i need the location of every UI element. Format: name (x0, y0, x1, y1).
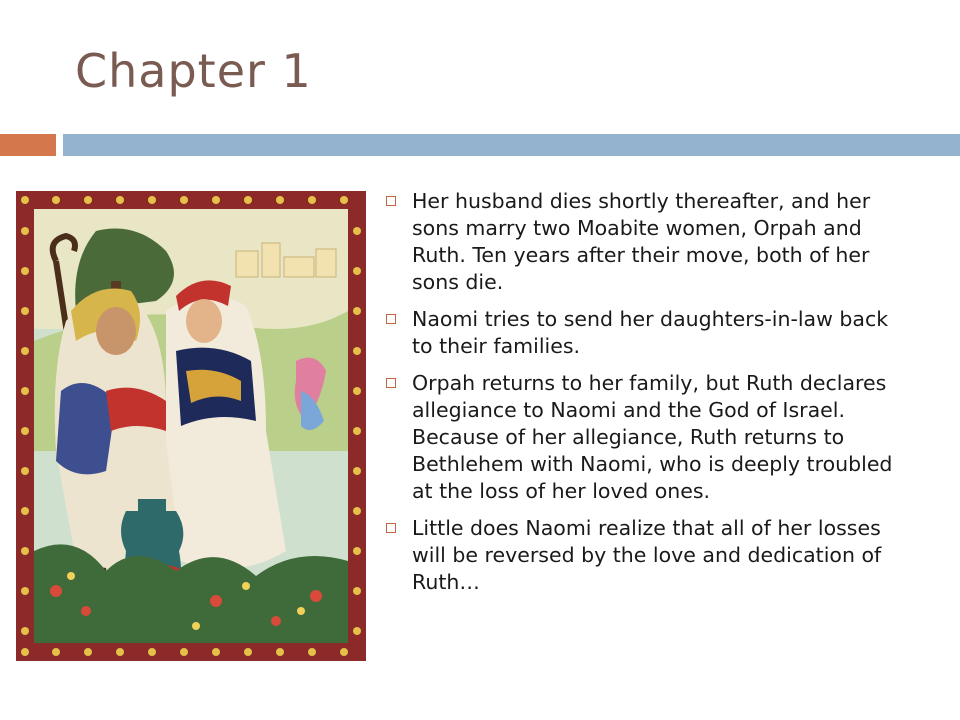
square-bullet-icon (386, 523, 396, 533)
square-bullet-icon (386, 378, 396, 388)
square-bullet-icon (386, 314, 396, 324)
bullet-text: Little does Naomi realize that all of her losses will be reversed by the love and dedication of Ruth… (412, 516, 882, 594)
accent-bar-orange (0, 134, 56, 156)
bullet-item (380, 515, 900, 596)
bullet-item (380, 370, 900, 505)
bullet-item (380, 306, 900, 360)
bullet-text: Her husband dies shortly thereafter, and her sons marry two Moabite women, Orpah and Ruth. Ten years after their move, both of her sons die. (412, 189, 871, 294)
accent-bar-blue (63, 134, 960, 156)
illustration-naomi-and-ruth (16, 191, 366, 661)
bullet-item (380, 188, 900, 296)
bullet-list (380, 188, 900, 606)
slide-title: Chapter 1 (75, 44, 312, 98)
bullet-text: Orpah returns to her family, but Ruth declares allegiance to Naomi and the God of Israel. Because of her allegiance, Ruth returns to Bethlehem with Naomi, who is deeply troubled at the loss of her loved ones. (412, 371, 893, 503)
bullet-text: Naomi tries to send her daughters-in-law back to their families. (412, 307, 889, 358)
square-bullet-icon (386, 196, 396, 206)
